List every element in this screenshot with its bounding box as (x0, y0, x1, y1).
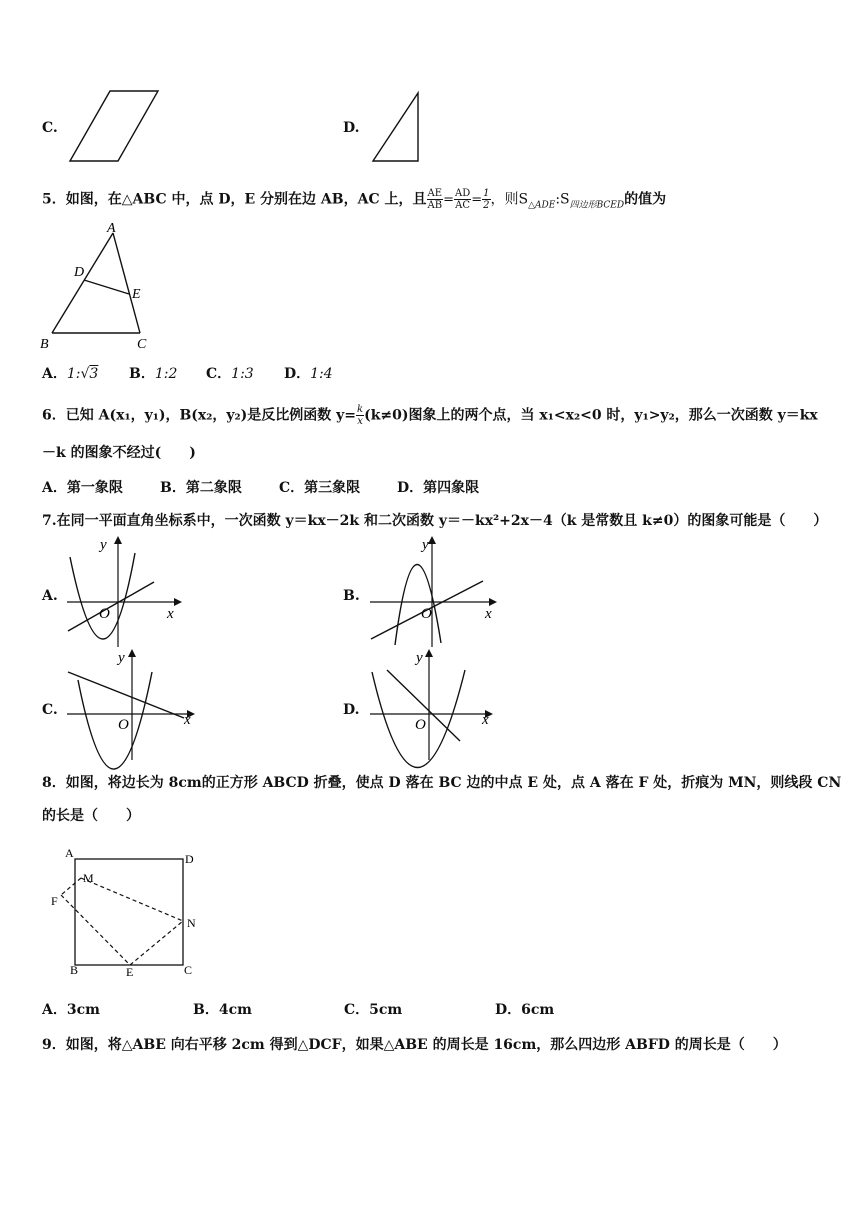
q8-stem-line2: 的长是（ ） (42, 808, 140, 824)
q5-option-a: A．1:√3 (42, 366, 99, 382)
q5-option-c: C．1:3 (206, 366, 254, 382)
q7-option-b-label: B. (343, 588, 360, 604)
q8-option-a: A．3cm (42, 1002, 100, 1018)
q8-label-a: A (65, 846, 74, 860)
q7-graph-b-y: y (422, 537, 429, 553)
q7-option-a-label: A. (42, 588, 58, 604)
q7-graph-b-origin: O (421, 606, 432, 622)
q5-fraction-ae-ab: $\frac{AE}{AB}$ (427, 188, 443, 211)
q8-option-b: B．4cm (193, 1002, 252, 1018)
q4-option-c-parallelogram (60, 85, 170, 170)
q7-graph-c-origin: O (118, 717, 129, 733)
q7-graph-d (365, 648, 505, 766)
q8-label-b: B (70, 963, 79, 977)
q8-label-c: C (184, 963, 193, 977)
q5-label-e: E (132, 287, 141, 302)
q7-graph-d-y: y (416, 650, 423, 666)
q6-option-b: B．第二象限 (160, 480, 242, 496)
q8-label-m: M (83, 871, 94, 885)
q5-fraction-ad-ac: $\frac{AD}{AC}$ (454, 188, 471, 211)
q7-graph-d-x: x (482, 712, 489, 728)
q7-option-c-label: C. (42, 702, 58, 718)
q5-label-a: A (107, 221, 116, 236)
q7-graph-c-y: y (118, 650, 125, 666)
q8-label-d: D (185, 852, 194, 866)
q6-option-a: A．第一象限 (42, 480, 123, 496)
q7-graph-a-y: y (100, 537, 107, 553)
q8-stem-line1: 8．如图，将边长为 8cm的正方形 ABCD 折叠，使点 D 落在 BC 边的中点 E 处，点 A 落在 F 处，折痕为 MN，则线段 CN (42, 775, 842, 791)
q9-stem: 9．如图，将△ABE 向右平移 2cm 得到△DCF，如果△ABE 的周长是 16cm，那么四边形 ABFD 的周长是（ ） (42, 1037, 787, 1053)
q7-graph-c (62, 648, 202, 766)
q4-option-c-label: C. (42, 120, 58, 136)
q7-graph-a-origin: O (99, 606, 110, 622)
q6-option-c: C．第三象限 (279, 480, 361, 496)
q5-option-d: D．1:4 (284, 366, 333, 382)
q7-graph-a-x: x (167, 606, 174, 622)
q5-fraction-half: $\frac{1}{2}$ (483, 188, 490, 211)
q8-label-e: E (126, 965, 134, 979)
q4-option-d-label: D. (343, 120, 360, 136)
q7-stem: 7.在同一平面直角坐标系中，一次函数 y＝kx－2k 和二次函数 y＝－kx²+2x－4（k 是常数且 k≠0）的图象可能是（ ） (42, 513, 828, 529)
q8-option-c: C．5cm (344, 1002, 403, 1018)
q5-label-b: B (40, 337, 49, 352)
q7-graph-b-x: x (485, 606, 492, 622)
q6-stem-line2: －k 的图象不经过( ) (42, 445, 196, 461)
q5-label-c: C (137, 337, 147, 352)
q7-graph-a (62, 535, 192, 650)
q7-option-d-label: D. (343, 702, 360, 718)
q8-option-d: D．6cm (495, 1002, 555, 1018)
q7-graph-c-x: x (184, 712, 191, 728)
q5-label-d: D (74, 265, 85, 280)
q8-square-figure (48, 845, 208, 979)
q6-fraction-k-x: $\frac{k}{x}$ (357, 404, 364, 427)
q8-label-f: F (51, 894, 58, 908)
q6-stem-line1: 6．已知 A(x₁，y₁)，B(x₂，y₂)是反比例函数 y= $\frac{k}{x}$ (k≠0)图象上的两个点，当 x₁<x₂<0 时，y₁>y₂，那么一次函数 y＝kx (42, 404, 818, 427)
q6-option-d: D．第四象限 (397, 480, 480, 496)
q5-stem: 5．如图，在△ABC 中，点 D，E 分别在边 AB，AC 上，且 $\frac{AE}{AB}$ = $\frac{AD}{AC}$ = $\frac{1}{2}$ ，则$S_{\triangle ADE}:S_{四边形BCED}$的值为 (42, 188, 667, 211)
q7-graph-b (365, 535, 505, 650)
q5-option-b: B．1:2 (129, 366, 178, 382)
q4-option-d-triangle (365, 85, 435, 170)
q8-label-n: N (187, 916, 196, 930)
q5-triangle-figure (36, 220, 166, 355)
q7-graph-d-origin: O (415, 717, 426, 733)
